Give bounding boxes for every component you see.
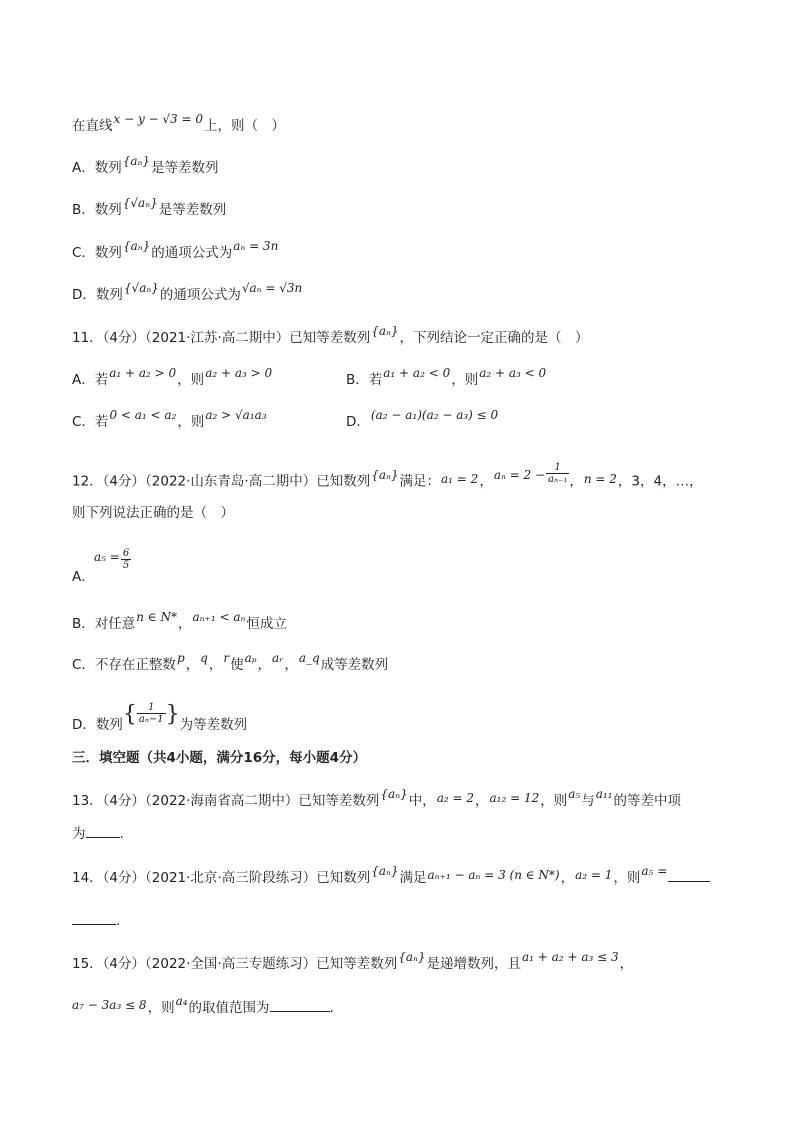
text: 是等差数列	[151, 160, 219, 176]
numerator: 6	[122, 548, 130, 559]
text: 的通项公式为	[159, 287, 241, 303]
denominator: aₙ₋₁	[548, 474, 568, 485]
math: a₅ =	[641, 864, 668, 878]
fraction	[546, 462, 569, 485]
math: √aₙ = √3n	[241, 281, 303, 295]
text: 是递增数列，且	[426, 956, 522, 972]
math: q	[200, 651, 208, 665]
text: ，	[619, 956, 634, 972]
text: 14．（4分）（2021·北京·高三阶段练习）已知数列	[72, 870, 371, 886]
q11-option-a	[72, 366, 273, 388]
text: ，则	[540, 793, 568, 809]
text: C．不存在正整数	[72, 657, 176, 673]
text: 15．（4分）（2022·全国·高三专题练习）已知等差数列	[72, 956, 398, 972]
text: ，则	[177, 414, 205, 430]
math: {√aₙ}	[122, 196, 158, 210]
math: a₁ = 2	[441, 471, 479, 486]
text: 满足	[399, 870, 427, 886]
text: ，	[185, 657, 200, 673]
text: ，	[569, 473, 583, 490]
text: 则下列说法正确的是（ ）	[72, 505, 234, 521]
answer-blank[interactable]	[668, 867, 710, 882]
text: 使	[230, 657, 244, 673]
q10-option-c	[72, 239, 279, 263]
text: ，下列结论一定正确的是（ ）	[399, 330, 589, 346]
math: a_q	[298, 651, 320, 665]
text: A．	[72, 569, 95, 585]
math: aₙ₊₁ < aₙ	[192, 610, 246, 624]
math: aₙ = 2 −	[493, 467, 546, 482]
text: 恒成立	[246, 616, 287, 632]
text: D．数列	[72, 717, 123, 733]
text: 12．（4分）（2022·山东青岛·高二期中）已知数列	[72, 473, 371, 490]
q11-stem	[72, 324, 589, 348]
math: a₁ + a₂ > 0	[109, 366, 177, 380]
q10-intro	[72, 112, 286, 136]
math: a₁₂ = 12	[489, 791, 540, 805]
math: a₁₁	[595, 787, 613, 801]
text: 的通项公式为	[151, 245, 233, 261]
text: 在直线	[72, 118, 113, 134]
math: aᵣ	[272, 651, 284, 665]
text: 13．（4分）（2022·海南省高二期中）已知等差数列	[72, 793, 380, 809]
q12-option-d	[72, 701, 248, 737]
math: {aₙ}	[398, 950, 426, 964]
text: .	[119, 826, 124, 842]
text: ，	[284, 657, 298, 673]
q10-option-a	[72, 154, 219, 178]
math: a₇ − 3a₃ ≤ 8	[72, 998, 147, 1012]
text: 成等差数列	[320, 657, 389, 673]
text: 的等差中项	[613, 793, 681, 809]
text: A．数列	[72, 160, 122, 176]
section-title	[72, 748, 366, 768]
text: ，	[208, 657, 223, 673]
math: p	[176, 651, 185, 665]
math: a₁ + a₂ < 0	[383, 366, 451, 380]
text: 是等差数列	[158, 202, 227, 218]
text: ，则	[613, 870, 641, 886]
text: 与	[581, 793, 595, 809]
text: ，则	[147, 1000, 175, 1016]
q15-stem	[72, 950, 634, 974]
text: ，	[560, 870, 575, 886]
text: A．若	[72, 372, 109, 388]
math: a₂ = 2	[436, 791, 475, 805]
numerator: 1	[137, 702, 166, 714]
q11-option-c	[72, 408, 268, 430]
math: {aₙ}	[371, 864, 399, 878]
math: 0 < a₁ < a₂	[109, 408, 177, 422]
math: n = 2	[583, 471, 617, 486]
text: ，则	[177, 372, 205, 388]
q12-option-a	[72, 567, 95, 587]
q11-option-b	[346, 366, 547, 390]
right-brace: }	[165, 702, 180, 727]
text: 为	[72, 826, 86, 842]
text: ，	[479, 473, 493, 490]
q14-line2	[72, 910, 120, 931]
math: {aₙ}	[122, 154, 151, 168]
math: {aₙ}	[122, 239, 151, 253]
math: r	[223, 651, 230, 665]
math: a₂ + a₃ < 0	[479, 366, 547, 380]
q10-option-b	[72, 196, 227, 220]
math: {aₙ}	[371, 467, 399, 482]
math: a₂ + a₃ > 0	[205, 366, 273, 380]
answer-blank-continued[interactable]	[72, 910, 116, 925]
q12-option-b	[72, 610, 287, 634]
math: a₁ + a₂ + a₃ ≤ 3	[522, 950, 619, 964]
text: 为等差数列	[179, 717, 248, 733]
math: a₂ = 1	[575, 868, 613, 882]
text: C．若	[72, 414, 109, 430]
q12-option-c	[72, 651, 389, 675]
math: {√aₙ}	[123, 281, 159, 295]
math: n ∈ N*	[136, 610, 178, 624]
math: aₙ = 3n	[233, 239, 279, 253]
text: 上，则（ ）	[204, 118, 286, 134]
text: ，	[475, 793, 489, 809]
math: a₅	[568, 787, 581, 801]
text: D．	[346, 414, 370, 430]
text: .	[116, 913, 121, 929]
text: 的取值范围为	[188, 1000, 270, 1016]
q12-stem-line2	[72, 503, 234, 523]
text: D．数列	[72, 287, 123, 303]
math: a₄	[175, 994, 188, 1008]
math: a₂ > √a₁a₃	[205, 408, 267, 422]
math: aₚ	[244, 651, 257, 665]
text: ，3，4，…，	[617, 473, 703, 490]
numerator: 1	[546, 462, 569, 474]
q13-stem	[72, 787, 681, 811]
text: ，则	[451, 372, 479, 388]
answer-blank[interactable]	[270, 997, 330, 1012]
math: aₙ₊₁ − aₙ = 3 (n ∈ N*)	[427, 868, 560, 882]
math: x − y − √3 = 0	[113, 112, 204, 126]
math: {aₙ}	[371, 324, 399, 338]
text: 三．填空题（共4小题，满分16分，每小题4分）	[72, 750, 367, 766]
text: 满足：	[399, 473, 441, 490]
q14-stem	[72, 864, 710, 888]
text: C．数列	[72, 245, 122, 261]
denominator: 5	[122, 560, 130, 571]
math: {aₙ}	[380, 787, 408, 801]
answer-blank[interactable]	[86, 823, 120, 838]
q11-options-ab	[72, 366, 722, 390]
text: B．对任意	[72, 616, 136, 632]
q11-options-cd	[72, 408, 722, 432]
text: ，	[257, 657, 272, 673]
fraction	[121, 548, 131, 571]
text: .	[329, 1000, 334, 1016]
text: B．若	[346, 372, 383, 388]
math: (a₂ − a₁)(a₂ − a₃) ≤ 0	[370, 408, 499, 422]
text: 11．（4分）（2021·江苏·高二期中）已知等差数列	[72, 330, 371, 346]
denominator: aₙ−1	[138, 713, 164, 725]
fraction	[137, 702, 166, 725]
q11-option-d	[346, 408, 499, 432]
left-brace: {	[122, 702, 137, 727]
text: B．数列	[72, 202, 122, 218]
math: a₅ =	[94, 549, 120, 564]
text: ，	[178, 616, 192, 632]
q13-line2	[72, 823, 124, 844]
text: 中，	[408, 793, 436, 809]
q10-option-d	[72, 281, 303, 305]
q15-line2	[72, 994, 334, 1018]
q12-stem	[72, 462, 703, 493]
